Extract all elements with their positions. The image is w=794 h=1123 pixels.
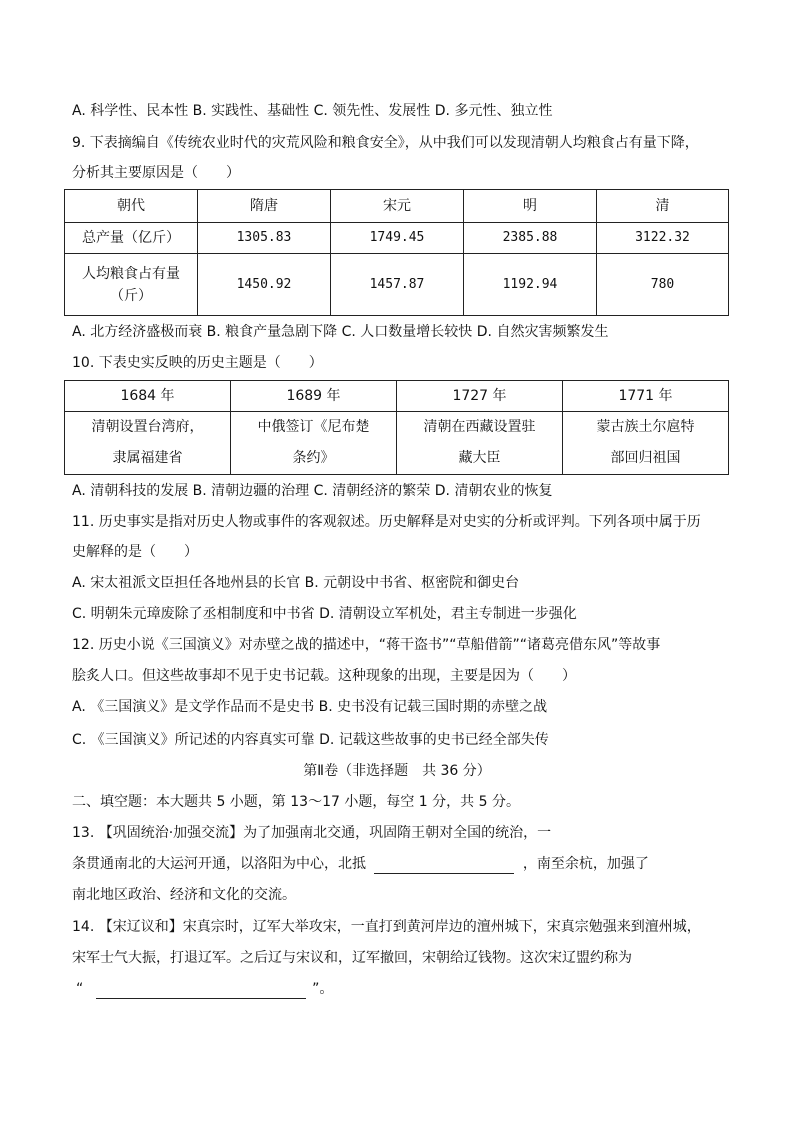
q9-cell: 1192.94 [464, 254, 597, 316]
q10-event-cell [65, 412, 231, 475]
q10-year-cell: 1727 年 [397, 381, 563, 412]
q9-header-cell: 明 [464, 190, 597, 223]
q13-answer-blank[interactable] [374, 857, 514, 874]
q10-event-cell [397, 412, 563, 475]
q10-event-row [65, 412, 729, 475]
q9-stem-line1: 9. 下表摘编自《传统农业时代的灾荒风险和粮食安全》，从中我们可以发现清朝人均粮食占有量下降， [72, 135, 699, 151]
q14-line3 [72, 979, 734, 999]
q14-open-quote: “ [76, 981, 84, 997]
q9-cell: 1457.87 [331, 254, 464, 316]
q9-row-label: 总产量（亿斤） [65, 223, 198, 254]
q10-event-cell [231, 412, 397, 475]
q10-event-text-b: 藏大臣 [458, 450, 501, 466]
q9-header-cell: 宋元 [331, 190, 464, 223]
q9-cell: 780 [597, 254, 729, 316]
q9-cell: 3122.32 [597, 223, 729, 254]
q9-cell: 2385.88 [464, 223, 597, 254]
q9-table-row-percapita [65, 254, 729, 316]
q9-header-cell: 朝代 [65, 190, 198, 223]
q10-event-text-a: 蒙古族土尔扈特 [596, 419, 695, 435]
q9-cell: 1450.92 [198, 254, 331, 316]
q9-table-header-row [65, 190, 729, 223]
q13-line3: 南北地区政治、经济和文化的交流。 [72, 887, 296, 903]
q12-stem-line2: 脍炙人口。但这些故事却不见于史书记载。这种现象的出现，主要是因为（ ） [72, 668, 576, 684]
q10-event-text-a: 中俄签订《尼布楚 [257, 419, 370, 435]
q10-year-cell: 1771 年 [563, 381, 729, 412]
q10-event-cell [563, 412, 729, 475]
q14-answer-blank[interactable] [96, 982, 306, 999]
q8-options: A. 科学性、民本性 B. 实践性、基础性 C. 领先性、发展性 D. 多元性、独立性 [72, 103, 553, 119]
q11-stem-line2: 史解释的是（ ） [72, 544, 198, 560]
q12-options-line2: C. 《三国演义》所记述的内容真实可靠 D. 记载这些故事的史书已经全部失传 [72, 732, 549, 748]
q13-line1: 13. 【巩固统治·加强交流】为了加强南北交通，巩固隋王朝对全国的统治，一 [72, 825, 552, 841]
q9-table-row-output [65, 223, 729, 254]
q9-options: A. 北方经济盛极而衰 B. 粮食产量急剧下降 C. 人口数量增长较快 D. 自然灾害频繁发生 [72, 324, 609, 340]
q10-options: A. 清朝科技的发展 B. 清朝边疆的治理 C. 清朝经济的繁荣 D. 清朝农业的恢复 [72, 483, 553, 499]
q14-line1: 14. 【宋辽议和】宋真宗时，辽军大举攻宋，一直打到黄河岸边的澶州城下，宋真宗勉强来到澶州城， [72, 919, 701, 935]
q9-row-label-b: （斤） [110, 287, 152, 304]
q10-table [64, 380, 729, 475]
q10-stem: 10. 下表史实反映的历史主题是（ ） [72, 355, 323, 371]
q11-options-line2: C. 明朝朱元璋废除了丞相制度和中书省 D. 清朝设立军机处，君主专制进一步强化 [72, 606, 577, 622]
q13-line2 [72, 854, 734, 874]
q9-header-cell: 清 [597, 190, 729, 223]
q10-event-text-b: 隶属福建省 [112, 450, 183, 466]
q14-close-quote: ”。 [312, 981, 334, 997]
q10-year-cell: 1684 年 [65, 381, 231, 412]
q11-options-line1: A. 宋太祖派文臣担任各地州县的长官 B. 元朝设中书省、枢密院和御史台 [72, 575, 520, 591]
q9-table [64, 189, 729, 316]
q10-year-cell: 1689 年 [231, 381, 397, 412]
q13-line2-pre: 条贯通南北的大运河开通，以洛阳为中心，北抵 [72, 856, 366, 872]
fill-in-heading: 二、填空题：本大题共 5 小题，第 13～17 小题，每空 1 分，共 5 分。 [72, 794, 520, 810]
q13-line2-post: ，南至余杭，加强了 [522, 856, 649, 872]
q9-cell: 1749.45 [331, 223, 464, 254]
q9-cell: 1305.83 [198, 223, 331, 254]
q9-stem-line2: 分析其主要原因是（ ） [72, 165, 240, 181]
q12-options-line1: A. 《三国演义》是文学作品而不是史书 B. 史书没有记载三国时期的赤壁之战 [72, 699, 548, 715]
q10-event-text-b: 条约》 [292, 450, 335, 466]
q10-year-row [65, 381, 729, 412]
q10-event-text-a: 清朝设置台湾府， [91, 419, 204, 435]
q9-row-label-a: 人均粮食占有量 [82, 265, 180, 282]
q9-row-label [65, 254, 198, 316]
q9-header-cell: 隋唐 [198, 190, 331, 223]
q10-event-text-a: 清朝在西藏设置驻 [423, 419, 536, 435]
q11-stem-line1: 11. 历史事实是指对历史人物或事件的客观叙述。历史解释是对史实的分析或评判。下列各项中属于历 [72, 514, 701, 530]
q14-line2: 宋军士气大振，打退辽军。之后辽与宋议和，辽军撤回，宋朝给辽钱物。这次宋辽盟约称为 [72, 950, 632, 966]
q12-stem-line1: 12. 历史小说《三国演义》对赤壁之战的描述中，“蒋干盗书”“草船借箭”“诸葛亮借东风”等故事 [72, 637, 661, 653]
q10-event-text-b: 部回归祖国 [610, 450, 681, 466]
section-title: 第Ⅱ卷（非选择题 共 36 分） [303, 763, 491, 779]
